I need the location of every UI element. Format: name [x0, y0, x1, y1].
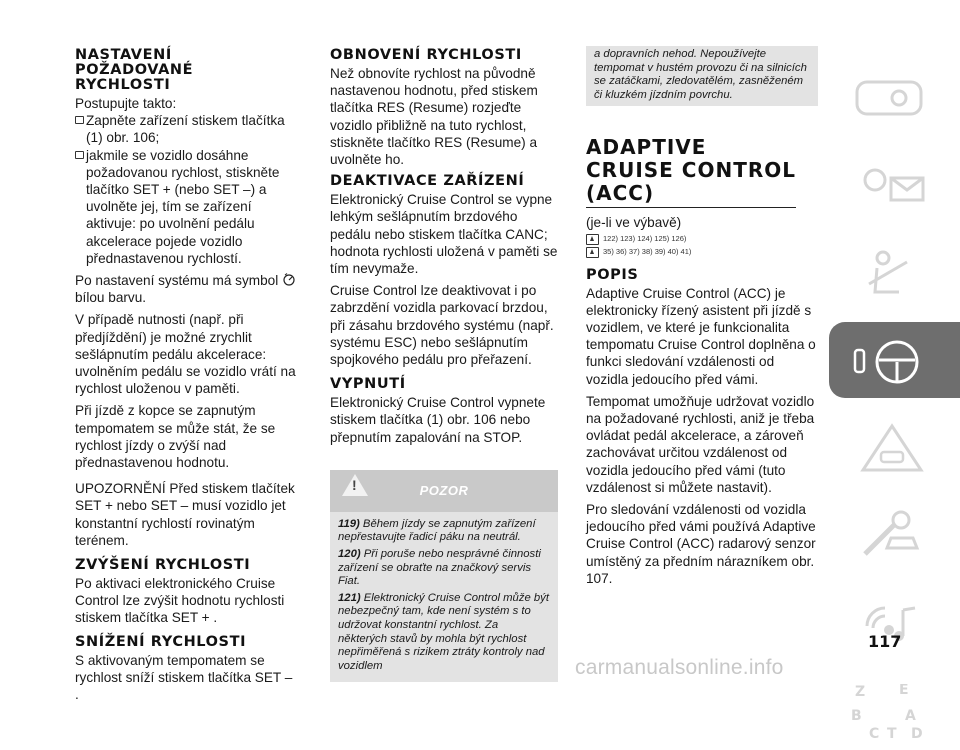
heading-zvyseni: ZVÝŠENÍ RYCHLOSTI [75, 557, 251, 574]
column-3 [586, 48, 818, 592]
warning-item-text: Při poruše nebo nesprávné činnosti zařízení se obraťte na značkový servis Fiat. [338, 548, 541, 588]
paragraph-zvyseni: Po aktivaci elektronického Cruise Control lze zvýšit hodnotu rychlosti stiskem tlačítka SET + . [75, 576, 285, 626]
caution-ref-numbers: 35) 36) 37) 38) 39) 40) 41) [603, 247, 692, 257]
warning-continuation: a dopravních nehod. Nepoužívejte tempomat v hustém provozu či na silnicích se zatáčkami, zledovatělém, zasněženém či kluzkém jízdním povrchu. [586, 46, 818, 106]
tab-car-overview[interactable] [829, 58, 960, 134]
tab-airbag-seat[interactable] [829, 234, 960, 310]
warning-item-text: Elektronický Cruise Control může být nebezpečný tam, kde není systém s to udržovat konstantní rychlost. Za některých stavů by mohla být rychlost nepřiměřená s rizikem ztráty kontroly nad vozidlem [338, 591, 549, 672]
paragraph-postupujte: Postupujte takto: [75, 96, 177, 111]
paragraph-upozorneni: UPOZORNĚNÍ Před stiskem tlačítek SET + nebo SET – musí vozidlo jet konstantní rychlostí rovinatým terénem. [75, 481, 295, 548]
heading-acc: ADAPTIVE CRUISE CONTROL (ACC) [586, 136, 796, 208]
symbol-text-2: bílou barvu. [75, 290, 147, 306]
paragraph-symbol [75, 272, 297, 289]
tab-warning-triangle-crash[interactable] [829, 410, 960, 486]
tab-steering-wheel-key[interactable] [829, 322, 960, 398]
index-letters-icon [847, 684, 937, 744]
warning-item [338, 592, 550, 674]
cruise-control-icon [282, 273, 296, 286]
index-letter: Z [855, 684, 866, 700]
warning-box [330, 470, 558, 683]
paragraph-deaktivace-2: Cruise Control lze deaktivovat i po zabrzdění vozidla parkovací brzdou, při zásahu brzdového systému (např. systému ESC) nebo sešlápnutím spojkového pedálu pro přeřazení. [330, 283, 554, 368]
car-overview-icon [847, 68, 937, 124]
heading-vypnuti: VYPNUTÍ [330, 376, 406, 393]
warning-title: POZOR [419, 482, 469, 498]
index-letter: D [911, 726, 923, 742]
warning-number: 121) [338, 591, 361, 604]
symbol-text: Po nastavení systému má symbol [75, 273, 279, 289]
index-letter: C [869, 726, 880, 742]
warning-ref-icon [586, 234, 599, 245]
index-letter: E [899, 684, 909, 698]
bullet-item: Zapněte zařízení stiskem tlačítka (1) obr. 106; [75, 112, 297, 146]
heading-obnoveni: OBNOVENÍ RYCHLOSTI [330, 47, 522, 63]
airbag-seat-icon [847, 244, 937, 300]
heading-snizeni: SNÍŽENÍ RYCHLOSTI [75, 633, 247, 650]
paragraph-vypnuti: Elektronický Cruise Control vypnete stiskem tlačítka (1) obr. 106 nebo přepnutím zapalování na STOP. [330, 395, 546, 445]
wrench-service-icon [847, 508, 937, 564]
tab-index-letters[interactable] [829, 674, 960, 750]
page-number: 117 [868, 632, 902, 651]
paragraph-snizeni: S aktivovaným tempomatem se rychlost sníží stiskem tlačítka SET – . [75, 652, 293, 703]
tab-lights-warning[interactable] [829, 146, 960, 222]
warning-item-text: Během jízdy se zapnutým zařízení nepřestavujte řadicí páku na neutrál. [338, 517, 536, 544]
warning-triangle-crash-icon [847, 420, 937, 476]
watermark: carmanualsonline.info [575, 656, 784, 679]
warning-references [586, 234, 818, 245]
warning-ref-numbers: 122) 123) 124) 125) 126) [603, 234, 687, 244]
caution-references [586, 247, 818, 258]
bullet-item: jakmile se vozidlo dosáhne požadovanou rychlost, stiskněte tlačítko SET + (nebo SET –) a uvolněte jej, tím se zařízení aktivuje: po uvolnění pedálu akcelerace pojede vozidlo přednastavenou rychlostí. [75, 147, 297, 267]
paragraph-obnoveni: Než obnovíte rychlost na původně nastavenou hodnotu, před stiskem tlačítka RES (Resume) rozjeďte vozidlo přibližně na tuto rychlost, stiskněte tlačítko RES (Resume) a uvolněte ho. [330, 66, 538, 168]
index-letter: T [887, 726, 897, 742]
warning-header [330, 470, 558, 512]
tab-wrench-service[interactable] [829, 498, 960, 574]
warning-number: 119) [338, 517, 360, 530]
heading-nastaveni: NASTAVENÍ POŽADOVANÉ RYCHLOSTI [75, 47, 194, 93]
column-1 [75, 48, 297, 708]
index-letter: A [905, 708, 916, 724]
warning-item [338, 548, 550, 589]
steering-wheel-key-icon [847, 332, 937, 388]
paragraph-popis-3: Pro sledování vzdálenosti od vozidla jedoucího před vámi používá Adaptive Cruise Control (ACC) radarový senzor umístěný za předním nárazníkem obr. 107. [586, 502, 816, 586]
paragraph-pripade: V případě nutnosti (např. při předjíždění) je možné zrychlit sešlápnutím pedálu akcelerace: uvolněním pedálu se vozidlo vrátí na rychlost uloženou v paměti. [75, 312, 296, 397]
paragraph-popis-1: Adaptive Cruise Control (ACC) je elektronicky řízený asistent při jízdě s vozidlem, ve které je funkcionalita tempomatu Cruise Control doplněna o funkci sledování vzdálenosti od vozidla jedoucího před vámi. [586, 285, 816, 387]
lights-warning-icon [847, 156, 937, 212]
caution-ref-icon [586, 247, 599, 258]
warning-number: 120) [338, 548, 361, 561]
heading-deaktivace: DEAKTIVACE ZAŘÍZENÍ [330, 173, 525, 190]
warning-text [330, 512, 558, 683]
column-2 [330, 48, 558, 682]
heading-popis: POPIS [586, 266, 639, 283]
paragraph-popis-2: Tempomat umožňuje udržovat vozidlo na požadované rychlosti, aniž je třeba ovládat pedál akcelerace, a zároveň zachovávat určitou vzdálenost od vozidla jedoucího před vámi (tuto vzdálenost si můžete nastavit). [586, 393, 815, 495]
warning-item [338, 518, 550, 545]
exclamation-icon: ! [352, 476, 357, 493]
paragraph-vybave: (je-li ve výbavě) [586, 215, 682, 231]
index-letter: B [851, 708, 862, 724]
paragraph-deaktivace-1: Elektronický Cruise Control se vypne lehkým sešlápnutím brzdového pedálu nebo stiskem tlačítka CANC; hodnota rychlosti uložená v paměti se tím nevymaže. [330, 192, 558, 277]
paragraph-jizde: Při jízdě z kopce se zapnutým tempomatem se může stát, že se rychlost jízdy o zvýší nad přednastavenou hodnotu. [75, 403, 276, 471]
